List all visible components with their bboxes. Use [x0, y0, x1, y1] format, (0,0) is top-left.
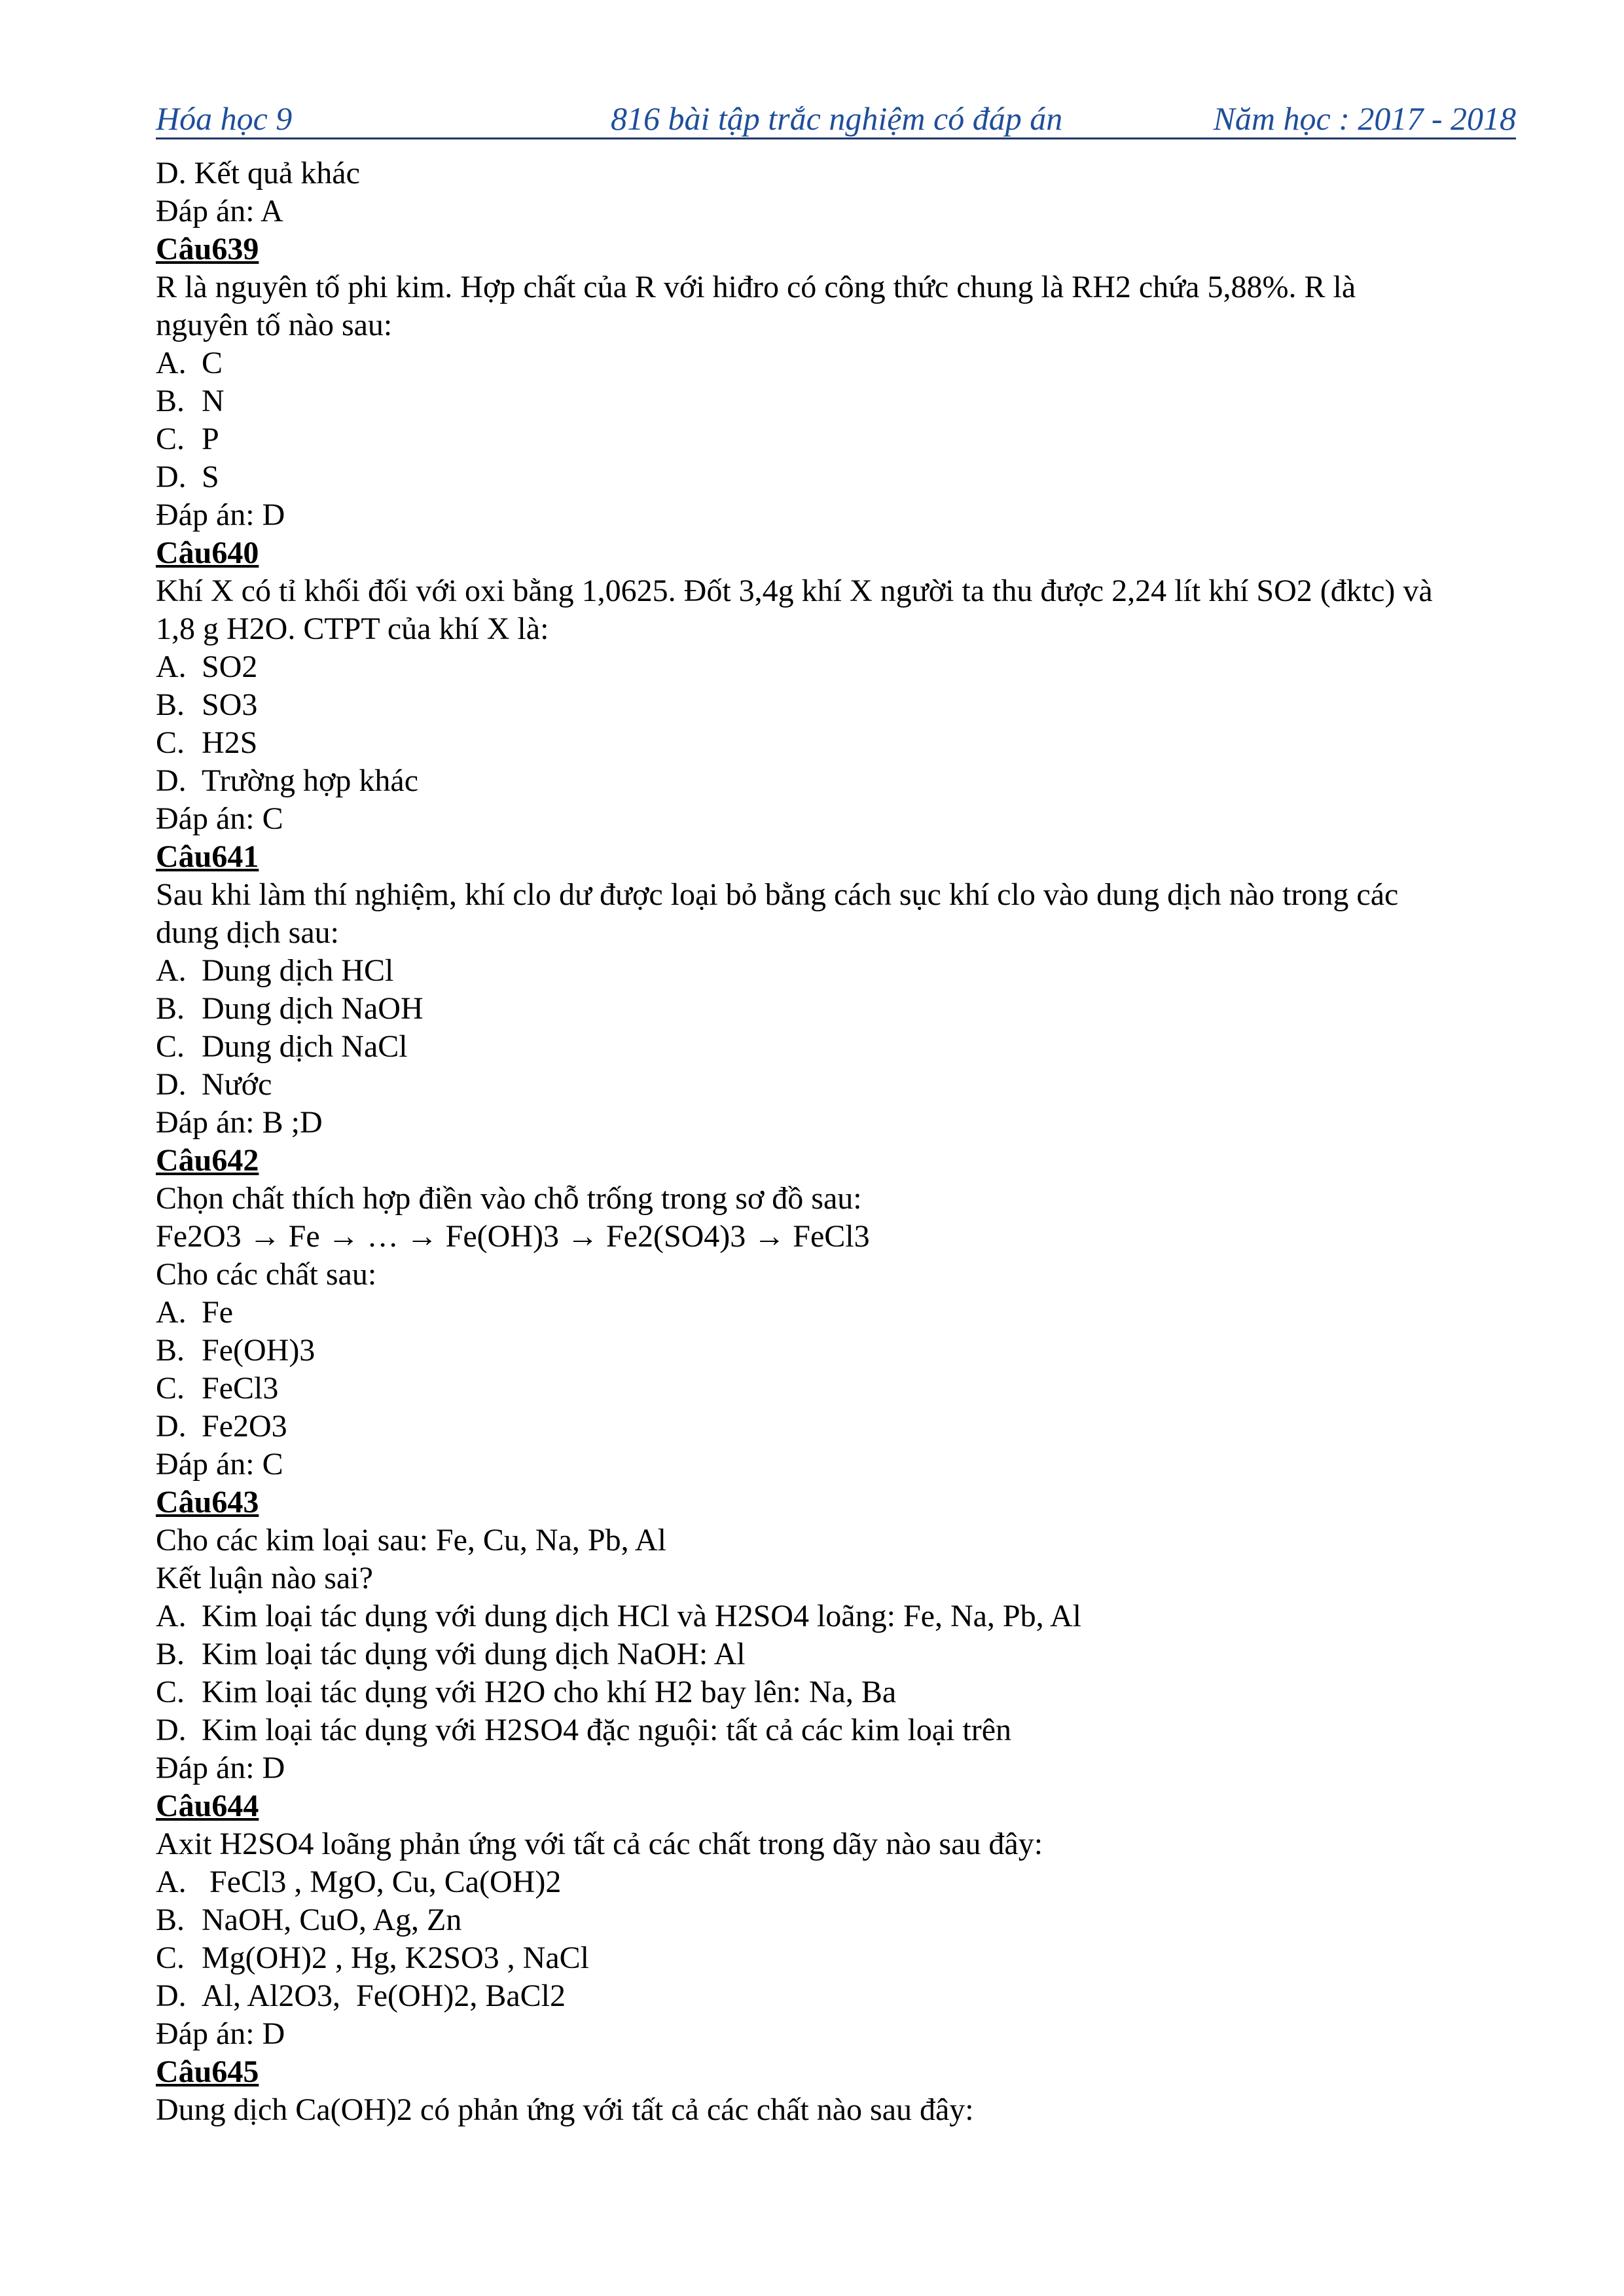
option-letter: A. [156, 1295, 187, 1330]
option-letter: A. [156, 649, 187, 684]
option-letter: D. [156, 1713, 187, 1747]
header-subject: Hóa học 9 [156, 100, 293, 137]
answer-option [156, 1711, 1516, 1749]
option-letter: C. [156, 1675, 185, 1709]
answer-option [156, 724, 1516, 762]
option-letter: D. [156, 763, 187, 798]
option-text: Dung dịch HCl [202, 953, 394, 988]
option-letter: A. [156, 346, 187, 380]
question-block [156, 838, 1516, 1142]
question-stem-line: Fe2O3 → Fe → … → Fe(OH)3 → Fe2(SO4)3 → FeCl3 [156, 1219, 870, 1254]
prev-option-d: D. Kết quả khác [156, 156, 360, 191]
option-letter: C. [156, 1941, 185, 1975]
question-stem-line: Cho các kim loại sau: Fe, Cu, Na, Pb, Al [156, 1523, 666, 1558]
option-letter: B. [156, 687, 185, 722]
option-text: Trường hợp khác [202, 763, 419, 798]
answer-option [156, 458, 1516, 496]
answer-option [156, 762, 1516, 800]
answer-option [156, 1597, 1516, 1635]
header-year: Năm học : 2017 - 2018 [1213, 100, 1516, 137]
question-stem-line: 1,8 g H2O. CTPT của khí X là: [156, 611, 549, 646]
question-stem-line: Khí X có tỉ khối đối với oxi bằng 1,0625. Đốt 3,4g khí X người ta thu được 2,24 lít khí SO2 (đktc) và [156, 574, 1433, 608]
answer-option [156, 382, 1516, 420]
option-text: Nước [202, 1067, 272, 1102]
option-text: Dung dịch NaOH [202, 991, 424, 1026]
question-title: Câu643 [156, 1485, 259, 1520]
answer-option [156, 1977, 1516, 2015]
option-text: Kim loại tác dụng với dung dịch NaOH: Al [202, 1637, 746, 1671]
answer-key: Đáp án: B ;D [156, 1105, 323, 1140]
option-text: H2S [202, 725, 258, 760]
answer-key: Đáp án: C [156, 801, 283, 836]
option-text: Kim loại tác dụng với H2O cho khí H2 bay lên: Na, Ba [202, 1675, 897, 1709]
option-letter: B. [156, 384, 185, 418]
question-stem-line: Cho các chất sau: [156, 1257, 377, 1292]
answer-option [156, 1673, 1516, 1711]
answer-key: Đáp án: D [156, 498, 285, 532]
option-text: Fe(OH)3 [202, 1333, 316, 1368]
question-list [156, 230, 1516, 2129]
page-header [156, 97, 1516, 139]
document-body [156, 155, 1516, 2129]
question-block [156, 1142, 1516, 1484]
option-letter: B. [156, 1903, 185, 1937]
answer-option [156, 1939, 1516, 1977]
option-letter: A. [156, 953, 187, 988]
question-title: Câu644 [156, 1789, 259, 1823]
question-stem-line: R là nguyên tố phi kim. Hợp chất của R với hiđro có công thức chung là RH2 chứa 5,88%. R là [156, 270, 1356, 304]
question-stem-line: Dung dịch Ca(OH)2 có phản ứng với tất cả các chất nào sau đây: [156, 2092, 974, 2127]
option-text: S [202, 460, 219, 494]
option-text: Kim loại tác dụng với dung dịch HCl và H2SO4 loãng: Fe, Na, Pb, Al [202, 1599, 1081, 1633]
option-text: P [202, 422, 219, 456]
option-letter: B. [156, 1333, 185, 1368]
header-title: 816 bài tập trắc nghiệm có đáp án [611, 100, 1063, 137]
option-letter: A. [156, 1865, 187, 1899]
option-letter: D. [156, 1409, 187, 1444]
question-stem-line: Chọn chất thích hợp điền vào chỗ trống trong sơ đồ sau: [156, 1181, 862, 1216]
question-title: Câu641 [156, 839, 259, 874]
option-letter: A. [156, 1599, 187, 1633]
option-text: Dung dịch NaCl [202, 1029, 408, 1064]
answer-option [156, 1635, 1516, 1673]
option-letter: D. [156, 1978, 187, 2013]
option-text: Fe [202, 1295, 233, 1330]
question-stem-line: nguyên tố nào sau: [156, 308, 393, 342]
question-stem-line: dung dịch sau: [156, 915, 339, 950]
prev-answer: Đáp án: A [156, 194, 283, 228]
option-text: C [202, 346, 223, 380]
answer-option [156, 648, 1516, 686]
answer-option [156, 1370, 1516, 1408]
question-block [156, 1484, 1516, 1787]
question-title: Câu642 [156, 1143, 259, 1178]
question-block [156, 1787, 1516, 2053]
answer-option [156, 1028, 1516, 1066]
option-letter: C. [156, 1371, 185, 1406]
answer-option [156, 1901, 1516, 1939]
option-text: NaOH, CuO, Ag, Zn [202, 1903, 462, 1937]
option-text: Al, Al2O3, Fe(OH)2, BaCl2 [202, 1978, 566, 2013]
option-text: Fe2O3 [202, 1409, 287, 1444]
answer-key: Đáp án: C [156, 1447, 283, 1482]
answer-option [156, 1332, 1516, 1370]
answer-option [156, 990, 1516, 1028]
answer-key: Đáp án: D [156, 2016, 285, 2051]
answer-key: Đáp án: D [156, 1751, 285, 1785]
question-block [156, 534, 1516, 838]
answer-option [156, 952, 1516, 990]
option-text: SO3 [202, 687, 258, 722]
question-title: Câu639 [156, 232, 259, 266]
question-title: Câu645 [156, 2054, 259, 2089]
question-title: Câu640 [156, 536, 259, 570]
question-block [156, 2053, 1516, 2129]
option-text: FeCl3 [202, 1371, 279, 1406]
answer-option [156, 420, 1516, 458]
option-letter: B. [156, 991, 185, 1026]
option-text: FeCl3 , MgO, Cu, Ca(OH)2 [202, 1865, 562, 1899]
question-block [156, 230, 1516, 534]
option-letter: C. [156, 725, 185, 760]
answer-option [156, 1408, 1516, 1446]
question-stem-line: Kết luận nào sai? [156, 1561, 373, 1595]
option-text: Mg(OH)2 , Hg, K2SO3 , NaCl [202, 1941, 589, 1975]
option-text: SO2 [202, 649, 258, 684]
answer-option [156, 1294, 1516, 1332]
answer-option [156, 344, 1516, 382]
option-letter: C. [156, 1029, 185, 1064]
question-stem-line: Sau khi làm thí nghiệm, khí clo dư được loại bỏ bằng cách sục khí clo vào dung dịch nào trong các [156, 877, 1399, 912]
option-text: N [202, 384, 225, 418]
answer-option [156, 1863, 1516, 1901]
option-letter: D. [156, 1067, 187, 1102]
option-letter: D. [156, 460, 187, 494]
answer-option [156, 686, 1516, 724]
question-stem-line: Axit H2SO4 loãng phản ứng với tất cả các chất trong dãy nào sau đây: [156, 1827, 1043, 1861]
option-letter: B. [156, 1637, 185, 1671]
option-letter: C. [156, 422, 185, 456]
option-text: Kim loại tác dụng với H2SO4 đặc nguội: tất cả các kim loại trên [202, 1713, 1012, 1747]
answer-option [156, 1066, 1516, 1104]
